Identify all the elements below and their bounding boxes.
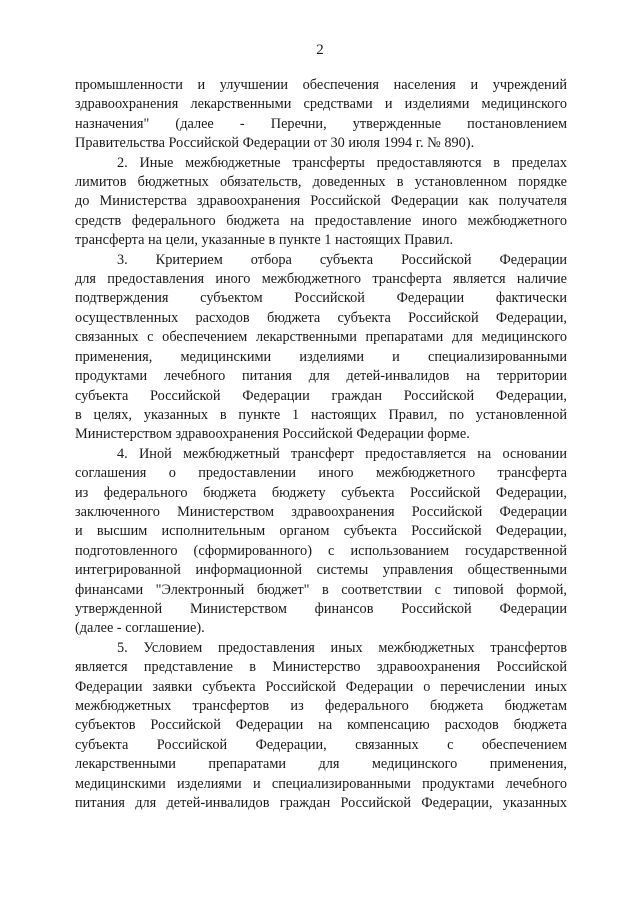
text-line: трансферта на цели, указанные в пункте 1 настоящих Правил. — [75, 232, 454, 249]
text-line: питания для детей-инвалидов граждан Российской Федерации, указанных — [75, 795, 567, 812]
page-number: 2 — [316, 42, 324, 58]
paragraph-continuation — [75, 76, 567, 154]
text-line: для предоставления иного межбюджетного трансферта является наличие — [75, 271, 567, 288]
text-line: продуктами лечебного питания для детей-инвалидов на территории — [75, 368, 567, 385]
text-line: Правительства Российской Федерации от 30 июля 1994 г. № 890). — [75, 135, 475, 152]
text-line: межбюджетных трансфертов из федерального бюджета бюджетам — [75, 698, 567, 714]
document-body — [75, 76, 567, 813]
text-line: является представление в Министерство здравоохранения Российской — [75, 659, 567, 676]
text-line: Федерации заявки субъекта Российской Федерации о перечислении иных — [75, 678, 567, 695]
text-line: медицинскими изделиями и специализированными продуктами лечебного — [75, 775, 567, 792]
text-line: (далее - соглашение). — [75, 620, 205, 637]
text-line: заключенного Министерством здравоохранения Российской Федерации — [75, 503, 567, 520]
text-line: подтверждения субъектом Российской Федерации фактически — [75, 290, 567, 307]
text-line: осуществленных расходов бюджета субъекта Российской Федерации, — [75, 309, 567, 326]
text-line: из федерального бюджета бюджету субъекта Российской Федерации, — [75, 484, 567, 501]
text-line: подготовленного (сформированного) с использованием государственной — [75, 542, 567, 559]
text-line: назначения" (далее - Перечни, утвержденные постановлением — [75, 115, 567, 132]
text-line: здравоохранения лекарственными средствами и изделиями медицинского — [75, 96, 567, 113]
text-line: субъекта Российской Федерации граждан Российской Федерации, — [75, 387, 567, 404]
paragraph-2 — [75, 154, 567, 251]
text-line: в целях, указанных в пункте 1 настоящих Правил, по установленной — [75, 406, 567, 423]
text-line: субъектов Российской Федерации на компенсацию расходов бюджета — [75, 717, 567, 734]
paragraph-5 — [75, 639, 567, 814]
text-line: утвержденной Министерством финансов Российской Федерации — [75, 600, 567, 617]
text-line: лекарственными препаратами для медицинского применения, — [75, 756, 567, 773]
text-line: финансами "Электронный бюджет" в соответствии с типовой формой, — [75, 581, 567, 598]
text-line: 4. Иной межбюджетный трансферт предоставляется на основании — [117, 445, 567, 462]
text-line: средств федерального бюджета на предоставление иного межбюджетного — [75, 212, 567, 229]
text-line: соглашения о предоставлении иного межбюджетного трансферта — [75, 465, 567, 482]
paragraph-3 — [75, 251, 567, 445]
text-line: субъекта Российской Федерации, связанных с обеспечением — [75, 736, 567, 753]
text-line: до Министерства здравоохранения Российской Федерации как получателя — [75, 193, 567, 210]
text-line: промышленности и улучшении обеспечения населения и учреждений — [75, 77, 567, 93]
text-line: 3. Критерием отбора субъекта Российской Федерации — [117, 251, 567, 268]
text-line: интегрированной информационной системы управления общественными — [75, 562, 567, 579]
text-line: 2. Иные межбюджетные трансферты предоставляются в пределах — [117, 154, 567, 171]
text-line: связанных с обеспечением лекарственными препаратами для медицинского — [75, 329, 567, 346]
text-line: 5. Условием предоставления иных межбюджетных трансфертов — [117, 639, 567, 656]
text-line: и высшим исполнительным органом субъекта Российской Федерации, — [75, 523, 567, 540]
text-line: применения, медицинскими изделиями и специализированными — [75, 348, 567, 365]
text-line: лимитов бюджетных обязательств, доведенных в установленном порядке — [75, 174, 567, 191]
text-line: Министерством здравоохранения Российской Федерации форме. — [75, 426, 470, 443]
paragraph-4 — [75, 445, 567, 639]
